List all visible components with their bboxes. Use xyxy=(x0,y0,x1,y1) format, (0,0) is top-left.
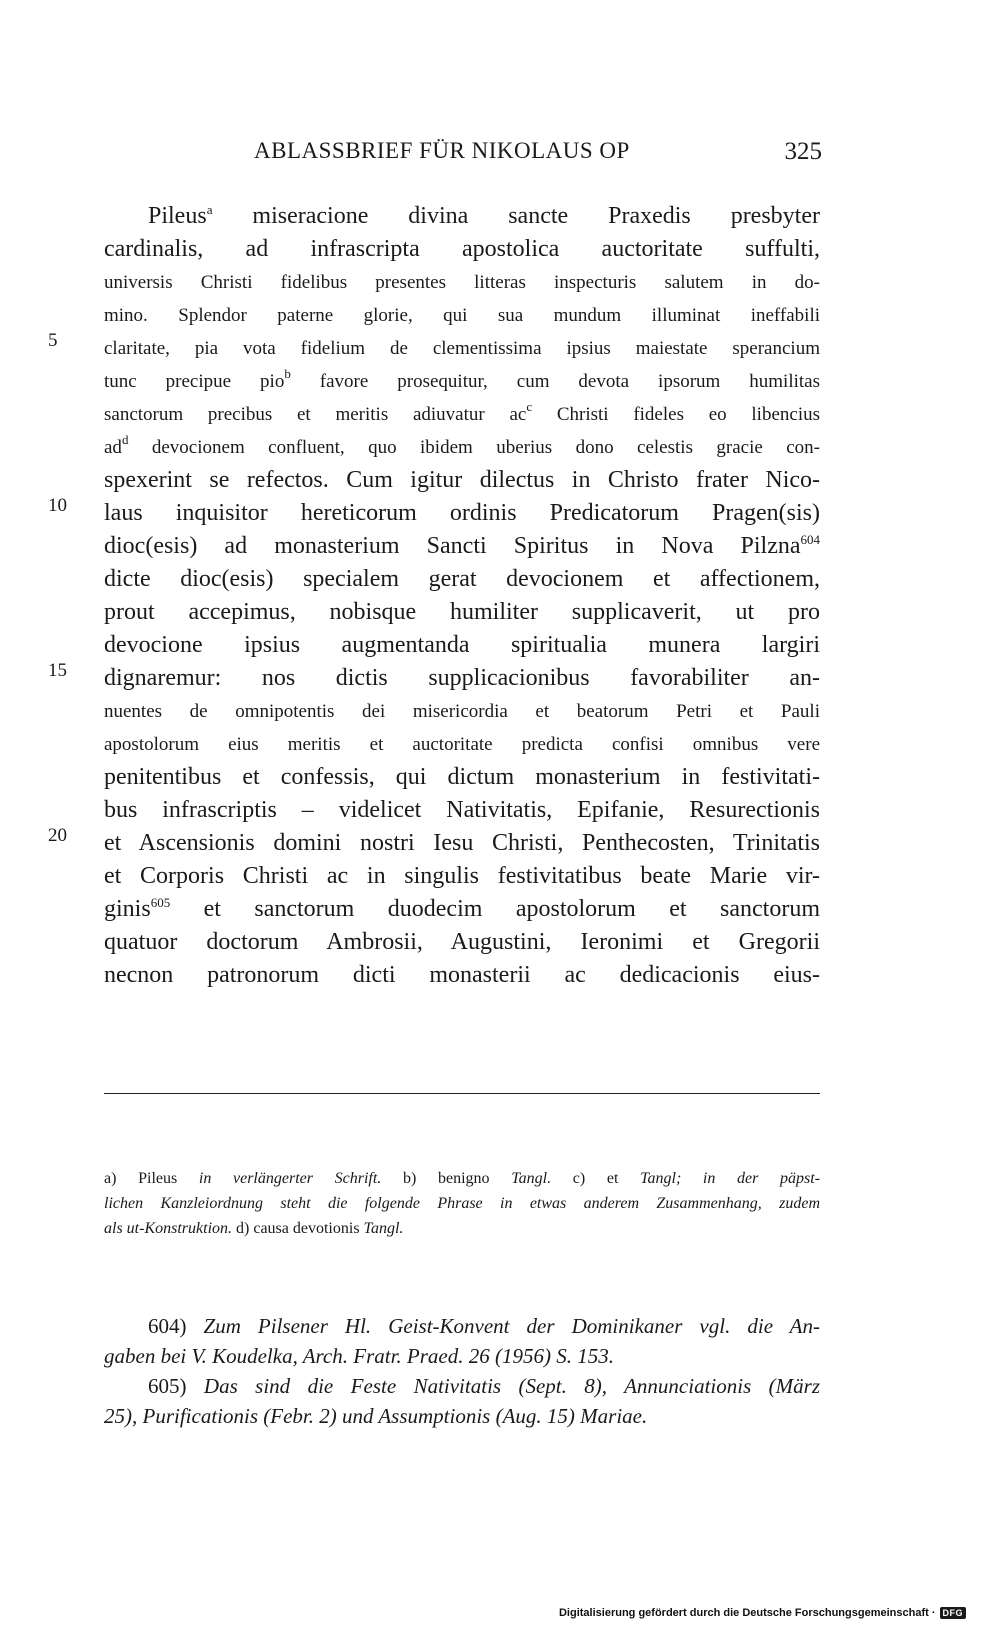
text-line xyxy=(104,761,820,794)
text-run: favore prosequitur, cum devota ipsorum humilitas xyxy=(290,371,820,392)
running-title: ABLASSBRIEF FÜR NIKOLAUS OP xyxy=(254,138,630,163)
critical-apparatus xyxy=(104,1166,820,1241)
text-line xyxy=(104,530,820,563)
footnote-marker: c xyxy=(526,399,533,414)
footnote-marker: 605 xyxy=(150,895,171,910)
text-run: et Ascensionis domini nostri Iesu Christi, Penthecosten, Trinitatis xyxy=(104,830,820,856)
footnote-divider xyxy=(104,1093,820,1094)
text-run: cardinalis, ad infrascripta apostolica auctoritate suffulti, xyxy=(104,236,820,262)
text-line xyxy=(104,431,820,464)
text-line xyxy=(104,629,820,662)
apparatus-line: lichen Kanzleiordnung steht die folgende Phrase in etwas anderem Zusammenhang, zudem xyxy=(104,1195,820,1212)
text-line xyxy=(104,398,820,431)
text-run: Christi fideles eo libencius xyxy=(532,404,820,425)
text-run: et sanctorum duodecim apostolorum et sanctorum xyxy=(170,896,820,922)
text-line xyxy=(104,827,820,860)
text-run: penitentibus et confessis, qui dictum monasterium in festivitati- xyxy=(104,764,820,790)
text-run: ginis xyxy=(104,896,151,922)
text-line xyxy=(104,200,820,233)
text-run: nuentes de omnipotentis dei misericordia et beatorum Petri et Pauli xyxy=(104,701,820,722)
page-header xyxy=(104,138,822,174)
footnote-604-cont: gaben bei V. Koudelka, Arch. Fratr. Praed. 26 (1956) S. 153. xyxy=(104,1344,614,1368)
text-run: dignaremur: nos dictis supplicacionibus favorabiliter an- xyxy=(104,665,820,691)
text-line xyxy=(104,563,820,596)
text-run: dioc(esis) ad monasterium Sancti Spiritus in Nova Pilzna xyxy=(104,533,801,559)
text-run: Pileus xyxy=(148,203,207,229)
text-run: devocione ipsius augmentanda spiritualia munera largiri xyxy=(104,632,820,658)
text-line xyxy=(104,497,820,530)
text-line xyxy=(104,233,820,266)
text-run: mino. Splendor paterne glorie, qui sua mundum illuminat ineffabili xyxy=(104,305,820,326)
text-run: sanctorum precibus et meritis adiuvatur ac xyxy=(104,404,527,425)
text-run: ad xyxy=(104,437,122,458)
footnote-marker: d xyxy=(121,432,129,447)
credit-text: Digitalisierung gefördert durch die Deutsche Forschungsgemeinschaft · xyxy=(558,1607,936,1619)
text-run: apostolorum eius meritis et auctoritate predicta confisi omnibus vere xyxy=(104,734,820,755)
text-run: claritate, pia vota fidelium de clementissima ipsius maiestate sperancium xyxy=(104,338,820,359)
text-run: tunc precipue pio xyxy=(104,371,285,392)
text-line xyxy=(104,794,820,827)
text-line xyxy=(104,893,820,926)
line-number: 15 xyxy=(48,660,67,681)
text-line xyxy=(104,464,820,497)
text-line xyxy=(104,860,820,893)
text-line xyxy=(104,662,820,695)
main-text xyxy=(104,200,820,992)
line-number: 20 xyxy=(48,825,67,846)
footnote-marker: a xyxy=(206,202,213,217)
text-line xyxy=(104,695,820,728)
text-line xyxy=(104,596,820,629)
text-run: laus inquisitor hereticorum ordinis Predicatorum Pragen(sis) xyxy=(104,500,820,526)
footnote-604: 604) Zum Pilsener Hl. Geist-Konvent der Dominikaner vgl. die An- xyxy=(148,1314,820,1338)
text-run: universis Christi fidelibus presentes litteras inspecturis salutem in do- xyxy=(104,272,820,293)
text-line xyxy=(104,959,820,992)
page-number: 325 xyxy=(784,138,822,165)
footnote-605: 605) Das sind die Feste Nativitatis (Sept. 8), Annunciationis (März xyxy=(148,1374,820,1398)
text-run: quatuor doctorum Ambrosii, Augustini, Ieronimi et Gregorii xyxy=(104,929,820,955)
text-run: bus infrascriptis – videlicet Nativitatis, Epifanie, Resurectionis xyxy=(104,797,820,823)
digitization-credit xyxy=(559,1607,966,1619)
footnote-605-cont: 25), Purificationis (Febr. 2) und Assumptionis (Aug. 15) Mariae. xyxy=(104,1404,648,1428)
dfg-logo-icon: DFG xyxy=(940,1607,967,1619)
text-line xyxy=(104,299,820,332)
text-line xyxy=(104,926,820,959)
text-run: et Corporis Christi ac in singulis festivitatibus beate Marie vir- xyxy=(104,863,820,889)
text-run: dicte dioc(esis) specialem gerat devocionem et affectionem, xyxy=(104,566,820,592)
text-line xyxy=(104,365,820,398)
apparatus-line: als ut-Konstruktion. d) causa devotionis Tangl. xyxy=(104,1220,404,1237)
text-run: spexerint se refectos. Cum igitur dilectus in Christo frater Nico- xyxy=(104,467,820,493)
line-number: 10 xyxy=(48,495,67,516)
text-run: miseracione divina sancte Praxedis presbyter xyxy=(212,203,820,229)
footnote-marker: 604 xyxy=(800,532,820,547)
footnotes xyxy=(104,1311,820,1431)
text-line xyxy=(104,332,820,365)
apparatus-line: a) Pileus in verlängerter Schrift. b) benigno Tangl. c) et Tangl; in der päpst- xyxy=(104,1170,821,1187)
text-run: necnon patronorum dicti monasterii ac dedicacionis eius- xyxy=(104,962,820,988)
text-run: devocionem confluent, quo ibidem uberius dono celestis gracie con- xyxy=(128,437,820,458)
text-line xyxy=(104,728,820,761)
text-line xyxy=(104,266,820,299)
footnote-marker: b xyxy=(284,366,291,381)
line-number: 5 xyxy=(48,330,58,351)
text-run: prout accepimus, nobisque humiliter supplicaverit, ut pro xyxy=(104,599,820,625)
